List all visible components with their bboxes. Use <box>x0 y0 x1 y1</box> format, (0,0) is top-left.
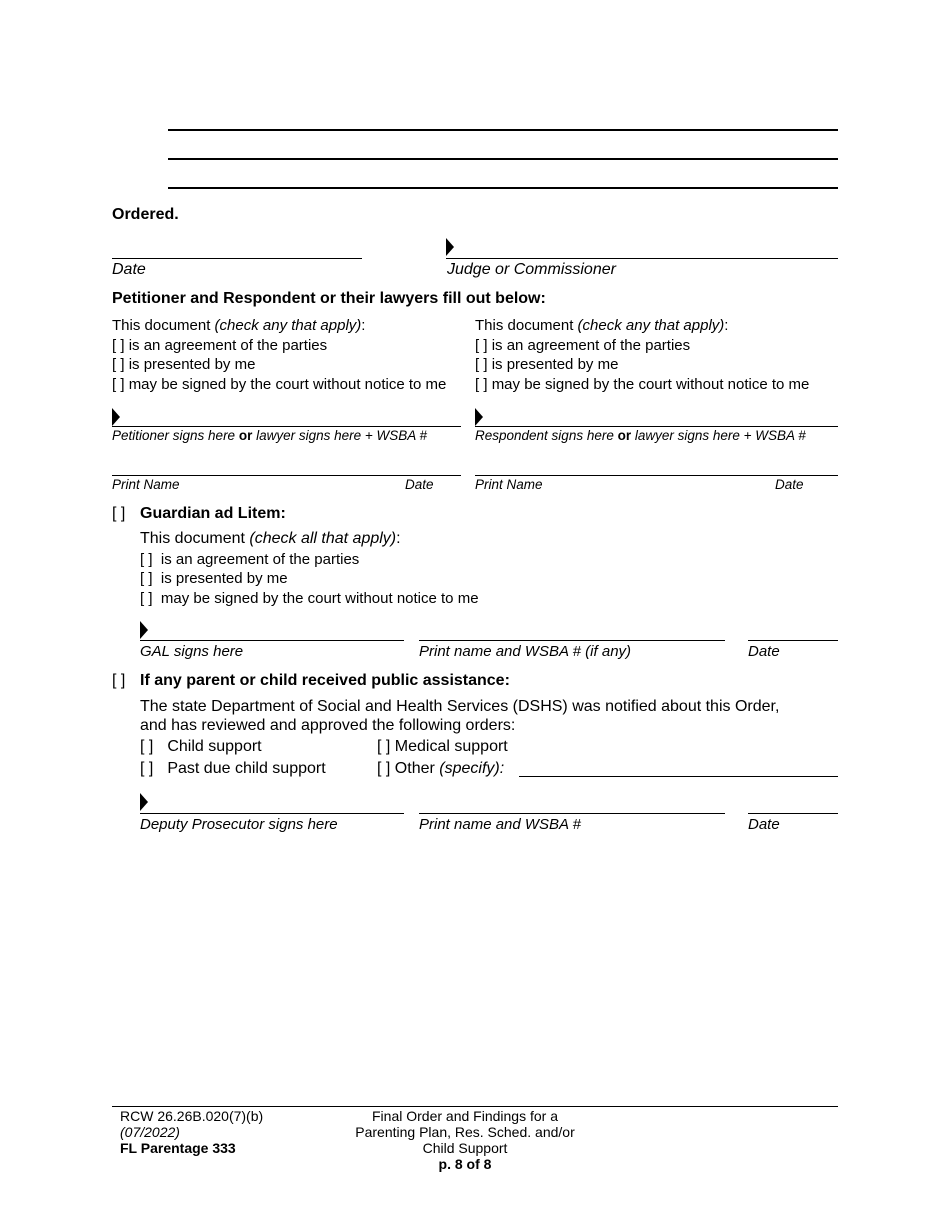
respondent-print-line[interactable] <box>475 475 838 476</box>
checkbox[interactable]: [ ] <box>112 356 125 373</box>
option-medical-support[interactable]: [ ] Medical support <box>377 738 508 755</box>
respondent-option-presented[interactable]: [ ] is presented by me <box>475 356 619 373</box>
checkbox[interactable]: [ ] <box>140 738 154 755</box>
petitioner-option-without-notice[interactable]: [ ] may be signed by the court without notice to me <box>112 376 447 393</box>
gal-option-agreement[interactable]: [ ] is an agreement of the parties <box>140 551 360 568</box>
gal-sign-caption: GAL signs here <box>140 643 244 660</box>
checkbox[interactable]: [ ] <box>112 376 125 393</box>
petitioner-print-line[interactable] <box>112 475 461 476</box>
assistance-paragraph-line-2: and has reviewed and approved the following orders: <box>140 717 516 734</box>
gal-print-caption: Print name and WSBA # (if any) <box>419 643 632 660</box>
gal-date-line[interactable] <box>748 640 838 641</box>
checkbox[interactable]: [ ] <box>475 337 488 354</box>
respondent-print-caption: Print Name <box>475 477 543 492</box>
footer-form-id: FL Parentage 333 <box>120 1140 236 1156</box>
checkbox[interactable]: [ ] <box>140 760 154 777</box>
assistance-checkbox[interactable]: [ ] <box>112 672 126 689</box>
assistance-paragraph-line-1: The state Department of Social and Health Services (DSHS) was notified about this Order, <box>140 698 780 715</box>
other-specify-line[interactable] <box>519 776 838 777</box>
date-caption: Date <box>112 261 146 278</box>
prosecutor-sign-caption: Deputy Prosecutor signs here <box>140 816 338 833</box>
gal-option-presented[interactable]: [ ] is presented by me <box>140 570 288 587</box>
option-other[interactable]: [ ] Other (specify): <box>377 760 505 777</box>
respondent-sign-marker-icon <box>475 408 483 426</box>
checkbox[interactable]: [ ] <box>112 337 125 354</box>
petitioner-option-agreement[interactable]: [ ] is an agreement of the parties <box>112 337 328 354</box>
respondent-option-without-notice[interactable]: [ ] may be signed by the court without notice to me <box>475 376 810 393</box>
prosecutor-print-caption: Print name and WSBA # <box>419 816 582 833</box>
petitioner-date-caption: Date <box>405 477 434 492</box>
checkbox[interactable]: [ ] <box>475 356 488 373</box>
respondent-sign-caption: Respondent signs here or lawyer signs here + WSBA # <box>475 428 806 443</box>
parties-heading: Petitioner and Respondent or their lawyers fill out below: <box>112 290 546 307</box>
respondent-signature-line[interactable] <box>475 426 838 427</box>
checkbox[interactable]: [ ] <box>377 738 391 755</box>
prosecutor-date-line[interactable] <box>748 813 838 814</box>
prosecutor-sign-marker-icon <box>140 793 148 811</box>
petitioner-option-presented[interactable]: [ ] is presented by me <box>112 356 256 373</box>
gal-checkbox[interactable]: [ ] <box>112 505 126 522</box>
prosecutor-print-name-line[interactable] <box>419 813 725 814</box>
petitioner-signature-line[interactable] <box>112 426 461 427</box>
judge-signature-line[interactable] <box>446 258 838 259</box>
footer-revision: (07/2022) <box>120 1124 180 1140</box>
prosecutor-date-caption: Date <box>748 816 780 833</box>
blank-line-1[interactable] <box>168 129 838 131</box>
gal-sign-marker-icon <box>140 621 148 639</box>
footer-rcw: RCW 26.26B.020(7)(b) <box>120 1108 264 1124</box>
checkbox[interactable]: [ ] <box>140 551 153 568</box>
gal-print-name-line[interactable] <box>419 640 725 641</box>
petitioner-sign-marker-icon <box>112 408 120 426</box>
footer-title-line-1: Final Order and Findings for a <box>372 1108 558 1124</box>
footer-title-line-2: Parenting Plan, Res. Sched. and/or <box>355 1124 575 1140</box>
petitioner-print-caption: Print Name <box>112 477 180 492</box>
blank-line-3[interactable] <box>168 187 838 189</box>
option-child-support[interactable]: [ ] Child support <box>140 738 262 755</box>
checkbox[interactable]: [ ] <box>377 760 391 777</box>
checkbox[interactable]: [ ] <box>140 590 153 607</box>
respondent-option-agreement[interactable]: [ ] is an agreement of the parties <box>475 337 691 354</box>
ordered-heading: Ordered. <box>112 206 179 223</box>
checkbox[interactable]: [ ] <box>475 376 488 393</box>
checkbox[interactable]: [ ] <box>140 570 153 587</box>
petitioner-intro: This document (check any that apply): <box>112 317 366 334</box>
judge-caption: Judge or Commissioner <box>447 261 616 278</box>
footer-title-line-3: Child Support <box>422 1140 508 1156</box>
footer-title <box>330 1108 600 1172</box>
prosecutor-signature-line[interactable] <box>140 813 404 814</box>
date-signature-line[interactable] <box>112 258 362 259</box>
gal-option-without-notice[interactable]: [ ] may be signed by the court without notice to me <box>140 590 479 607</box>
option-past-due-child-support[interactable]: [ ] Past due child support <box>140 760 326 777</box>
gal-heading: Guardian ad Litem: <box>140 505 286 522</box>
blank-line-2[interactable] <box>168 158 838 160</box>
respondent-intro: This document (check any that apply): <box>475 317 729 334</box>
petitioner-sign-caption: Petitioner signs here or lawyer signs here + WSBA # <box>112 428 428 443</box>
gal-date-caption: Date <box>748 643 780 660</box>
gal-intro: This document (check all that apply): <box>140 530 401 547</box>
assistance-heading: If any parent or child received public assistance: <box>140 672 510 689</box>
footer-rule <box>112 1106 838 1107</box>
gal-signature-line[interactable] <box>140 640 404 641</box>
footer-page-number: p. 8 of 8 <box>438 1156 492 1172</box>
judge-sign-marker-icon <box>446 238 454 256</box>
respondent-date-caption: Date <box>775 477 804 492</box>
